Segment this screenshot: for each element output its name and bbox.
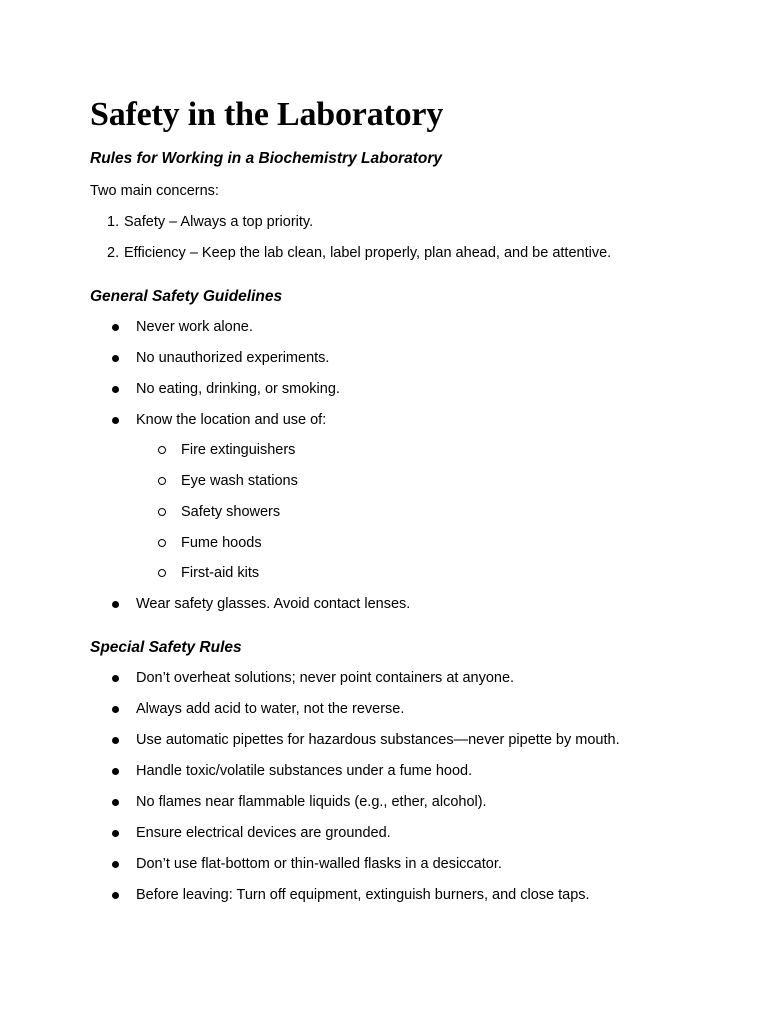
list-item-text: Use automatic pipettes for hazardous substances—never pipette by mouth. [136, 732, 620, 748]
bullet-icon [112, 386, 119, 393]
bullet-icon [112, 892, 119, 899]
list-item-text: No unauthorized experiments. [136, 350, 330, 366]
sub-list-item [90, 533, 730, 553]
sub-list-item [90, 502, 730, 522]
sub-list-item [90, 471, 730, 491]
hollow-bullet-icon [158, 446, 166, 454]
bullet-icon [112, 830, 119, 837]
list-item [90, 730, 730, 750]
list-item-text: Safety showers [181, 504, 281, 520]
hollow-bullet-icon [158, 569, 166, 577]
bullet-icon [112, 355, 119, 362]
bullet-icon [112, 706, 119, 713]
list-item-text: Don’t overheat solutions; never point containers at anyone. [136, 670, 515, 686]
list-item [90, 379, 730, 399]
list-number: 2. [107, 245, 120, 261]
list-item [90, 348, 730, 368]
list-item-text: Always add acid to water, not the reverse. [136, 701, 405, 717]
page-title: Safety in the Laboratory [90, 96, 444, 133]
bullet-icon [112, 737, 119, 744]
section-heading-rules: Rules for Working in a Biochemistry Laboratory [90, 150, 442, 167]
list-item-text: Ensure electrical devices are grounded. [136, 825, 391, 841]
list-item [90, 885, 730, 905]
bullet-icon [112, 675, 119, 682]
list-item-text: Fire extinguishers [181, 442, 296, 458]
list-item [90, 668, 730, 688]
bullet-icon [112, 601, 119, 608]
list-item-text: Before leaving: Turn off equipment, extinguish burners, and close taps. [136, 887, 590, 903]
hollow-bullet-icon [158, 477, 166, 485]
list-item-text: Never work alone. [136, 319, 253, 335]
concerns-list [90, 212, 730, 263]
bullet-icon [112, 799, 119, 806]
hollow-bullet-icon [158, 508, 166, 516]
section-heading-general: General Safety Guidelines [90, 288, 283, 305]
list-item-text: No flames near flammable liquids (e.g., ether, alcohol). [136, 794, 487, 810]
bullet-icon [112, 417, 119, 424]
list-item-text: Handle toxic/volatile substances under a fume hood. [136, 763, 473, 779]
bullet-icon [112, 324, 119, 331]
general-guidelines-list [90, 317, 730, 614]
special-rules-list [90, 668, 730, 905]
bullet-icon [112, 768, 119, 775]
list-item [90, 761, 730, 781]
list-item [90, 317, 730, 337]
hollow-bullet-icon [158, 539, 166, 547]
list-item [107, 243, 730, 263]
sub-list-item [90, 563, 730, 583]
list-item-text: Safety – Always a top priority. [124, 214, 314, 230]
list-item-text: Know the location and use of: [136, 412, 327, 428]
section-heading-special: Special Safety Rules [90, 639, 242, 656]
document-page [90, 92, 730, 905]
list-item-text: Eye wash stations [181, 473, 298, 489]
list-item-text: Efficiency – Keep the lab clean, label properly, plan ahead, and be attentive. [124, 245, 612, 261]
list-item [90, 823, 730, 843]
list-item [90, 792, 730, 812]
list-item [90, 854, 730, 874]
list-number: 1. [107, 214, 120, 230]
list-item-text: Wear safety glasses. Avoid contact lenses. [136, 596, 411, 612]
bullet-icon [112, 861, 119, 868]
list-item [90, 410, 730, 430]
list-item-text: Don’t use flat-bottom or thin-walled flasks in a desiccator. [136, 856, 502, 872]
list-item [90, 594, 730, 614]
list-item-text: First-aid kits [181, 565, 260, 581]
list-item [90, 699, 730, 719]
intro-text: Two main concerns: [90, 183, 219, 199]
sub-list-item [90, 440, 730, 460]
list-item [107, 212, 730, 232]
list-item-text: Fume hoods [181, 535, 262, 551]
list-item-text: No eating, drinking, or smoking. [136, 381, 340, 397]
